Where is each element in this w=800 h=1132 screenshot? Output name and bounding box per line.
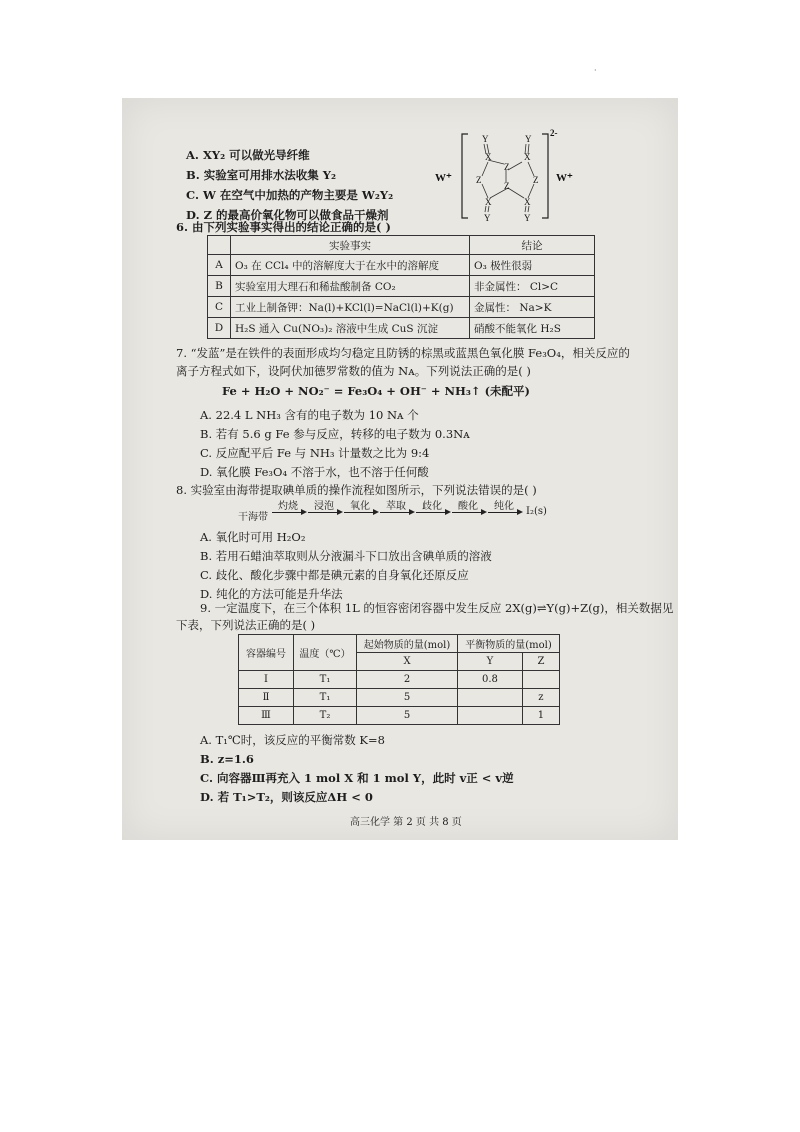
atom-x: X [524, 152, 531, 162]
anion-charge: 2- [550, 128, 558, 138]
flow-step: 灼烧 [278, 501, 298, 512]
atom-x: X [524, 197, 531, 207]
table-cell: 2 [357, 671, 458, 689]
table-cell: 5 [357, 689, 458, 707]
flow-arrow [452, 512, 482, 513]
q8-option-d: D. 纯化的方法可能是升华法 [200, 587, 343, 601]
atom-z: Z [476, 175, 482, 185]
table-corner [208, 236, 231, 255]
atom-y: Y [525, 134, 532, 144]
flow-step: 浸泡 [314, 501, 334, 512]
q7-option-b: B. 若有 5.6 g Fe 参与反应，转移的电子数为 0.3Nᴀ [200, 427, 470, 441]
table-header-row [239, 635, 560, 653]
flow-arrow [272, 512, 302, 513]
q8-option-c: C. 歧化、酸化步骤中都是碘元素的自身氧化还原反应 [200, 568, 469, 582]
cation-left: W⁺ [435, 172, 452, 184]
table-header: Z [522, 653, 559, 671]
table-cell: 硝酸不能氧化 H₂S [470, 318, 595, 339]
atom-z: Z [533, 175, 539, 185]
table-header-row [208, 236, 595, 255]
table-cell: H₂S 通入 Cu(NO₃)₂ 溶液中生成 CuS 沉淀 [231, 318, 470, 339]
atom-z: Z [504, 181, 510, 191]
anion-structure-diagram [430, 128, 600, 224]
table-cell [458, 689, 523, 707]
arrow-head-icon [517, 509, 523, 515]
atom-x: X [485, 197, 492, 207]
flow-arrow [308, 512, 338, 513]
table-row [208, 255, 595, 276]
flow-arrow [488, 512, 518, 513]
atom-x: X [485, 152, 492, 162]
q9-option-c: C. 向容器Ⅲ再充入 1 mol X 和 1 mol Y，此时 v正 < v逆 [200, 771, 514, 785]
table-row [208, 276, 595, 297]
table-header: 容器编号 [239, 635, 294, 671]
table-header: 起始物质的量(mol) [357, 635, 458, 653]
flow-arrow [344, 512, 374, 513]
table-cell: 工业上制备钾：Na(l)+KCl(l)=NaCl(l)+K(g) [231, 297, 470, 318]
flow-arrow [416, 512, 446, 513]
table-cell: Ⅱ [239, 689, 294, 707]
flow-step: 萃取 [386, 501, 406, 512]
row-label: A [208, 255, 231, 276]
q6-stem: 6. 由下列实验事实得出的结论正确的是( ) [176, 220, 391, 234]
table-cell: z [522, 689, 559, 707]
page-footer: 高三化学 第 2 页 共 8 页 [350, 817, 462, 828]
table-cell: O₃ 在 CCl₄ 中的溶解度大于在水中的溶解度 [231, 255, 470, 276]
q9-option-b: B. z=1.6 [200, 752, 254, 766]
table-row [239, 689, 560, 707]
flow-step: 歧化 [422, 501, 442, 512]
q6-table [207, 235, 595, 339]
flow-start: 干海带 [238, 512, 268, 523]
flow-step: 酸化 [458, 501, 478, 512]
table-cell: 0.8 [458, 671, 523, 689]
row-label: B [208, 276, 231, 297]
table-cell: Ⅲ [239, 707, 294, 725]
table-row [239, 671, 560, 689]
flow-step: 氧化 [350, 501, 370, 512]
table-cell: T₁ [294, 689, 357, 707]
table-header: 温度（℃） [294, 635, 357, 671]
q5-option-a: A. XY₂ 可以做光导纤维 [186, 148, 310, 162]
q8-option-b: B. 若用石蜡油萃取则从分液漏斗下口放出含碘单质的溶液 [200, 549, 492, 563]
atom-z: Z [504, 162, 510, 172]
q5-option-d: D. Z 的最高价氧化物可以做食品干燥剂 [186, 208, 389, 222]
left-bracket [462, 134, 468, 218]
q9-table [238, 634, 560, 725]
table-header: 平衡物质的量(mol) [458, 635, 560, 653]
atom-y: Y [484, 213, 491, 223]
table-cell [522, 671, 559, 689]
table-row [208, 297, 595, 318]
table-row [208, 318, 595, 339]
table-row [239, 707, 560, 725]
q5-option-c: C. W 在空气中加热的产物主要是 W₂Y₂ [186, 188, 394, 202]
q7-option-a: A. 22.4 L NH₃ 含有的电子数为 10 Nᴀ 个 [200, 408, 419, 422]
q9-option-a: A. T₁℃时，该反应的平衡常数 K=8 [200, 733, 385, 747]
table-cell: T₂ [294, 707, 357, 725]
table-cell: 5 [357, 707, 458, 725]
q8-stem: 8. 实验室由海带提取碘单质的操作流程如图所示，下列说法错误的是( ) [176, 483, 537, 497]
right-bracket [542, 134, 548, 218]
q5-option-b: B. 实验室可用排水法收集 Y₂ [186, 168, 336, 182]
flow-end: I₂(s) [526, 506, 547, 517]
atom-y: Y [482, 134, 489, 144]
flow-step: 纯化 [494, 501, 514, 512]
flow-arrow [380, 512, 410, 513]
q7-option-c: C. 反应配平后 Fe 与 NH₃ 计量数之比为 9:4 [200, 446, 430, 460]
table-cell: Ⅰ [239, 671, 294, 689]
table-cell: O₃ 极性很弱 [470, 255, 595, 276]
q8-option-a: A. 氧化时可用 H₂O₂ [200, 530, 306, 544]
atom-y: Y [524, 213, 531, 223]
table-cell: T₁ [294, 671, 357, 689]
table-cell: 非金属性： Cl>C [470, 276, 595, 297]
cation-right: W⁺ [556, 172, 573, 184]
table-header: X [357, 653, 458, 671]
row-label: D [208, 318, 231, 339]
q9-stem-line2: 下表，下列说法正确的是( ) [176, 618, 316, 632]
table-cell: 实验室用大理石和稀盐酸制备 CO₂ [231, 276, 470, 297]
q7-equation: Fe + H₂O + NO₂⁻ = Fe₃O₄ + OH⁻ + NH₃↑ (未配平) [222, 384, 530, 398]
table-cell: 1 [522, 707, 559, 725]
speck: · [594, 66, 597, 75]
table-header: 实验事实 [231, 236, 470, 255]
table-header: 结论 [470, 236, 595, 255]
row-label: C [208, 297, 231, 318]
q7-option-d: D. 氧化膜 Fe₃O₄ 不溶于水，也不溶于任何酸 [200, 465, 429, 479]
table-cell: 金属性： Na>K [470, 297, 595, 318]
q7-stem-line1: 7. “发蓝”是在铁件的表面形成均匀稳定且防锈的棕黑或蓝黑色氧化膜 Fe₃O₄，相关反应的 [176, 346, 630, 360]
table-header: Y [458, 653, 523, 671]
q7-stem-line2: 离子方程式如下，设阿伏加德罗常数的值为 Nᴀ。下列说法正确的是( ) [176, 364, 531, 378]
q9-option-d: D. 若 T₁>T₂，则该反应ΔH < 0 [200, 790, 373, 804]
table-cell [458, 707, 523, 725]
q9-stem-line1: 9. 一定温度下，在三个体积 1L 的恒容密闭容器中发生反应 2X(g)⇌Y(g)+Z(g)，相关数据见 [200, 601, 674, 615]
